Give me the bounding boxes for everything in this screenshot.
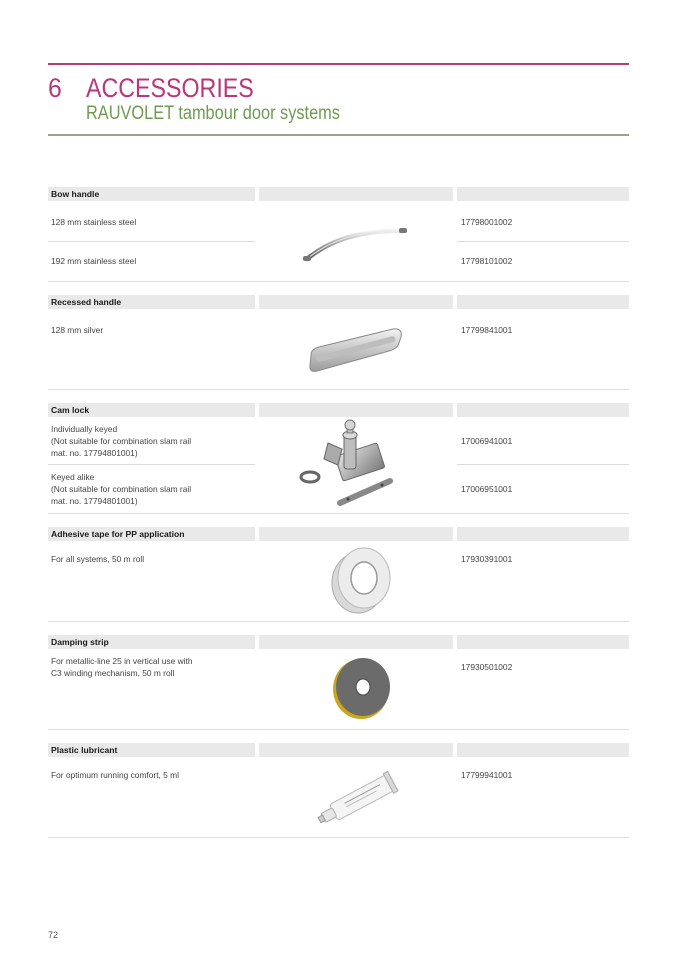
cam-lock-image xyxy=(298,419,398,509)
section-cam-lock xyxy=(48,403,629,515)
top-rule xyxy=(48,63,629,65)
damping-strip-image xyxy=(328,653,394,721)
section-recessed-handle xyxy=(48,295,629,391)
article-number: 17798001002 xyxy=(461,217,513,227)
row-description: mat. no. 17794801001) xyxy=(51,496,138,506)
article-number: 17006951001 xyxy=(461,484,513,494)
section-title: Cam lock xyxy=(51,405,90,415)
section-title: Bow handle xyxy=(51,189,100,199)
row-description: For all systems, 50 m roll xyxy=(51,554,145,564)
page-number: 72 xyxy=(48,930,59,940)
article-number: 17930501002 xyxy=(461,662,513,672)
row-description: For metallic-line 25 in vertical use with xyxy=(51,656,193,666)
section-adhesive-tape xyxy=(48,527,629,623)
row-description: Keyed alike xyxy=(51,472,95,482)
row-description: 128 mm stainless steel xyxy=(51,217,137,227)
section-title: Plastic lubricant xyxy=(51,745,118,755)
row-description: (Not suitable for combination slam rail xyxy=(51,436,192,446)
chapter-title: ACCESSORIES xyxy=(86,73,254,103)
subtitle-rule xyxy=(48,134,629,136)
adhesive-tape-image xyxy=(328,545,394,615)
bow-handle-image xyxy=(303,221,408,263)
section-title: Adhesive tape for PP application xyxy=(51,529,185,539)
row-description: (Not suitable for combination slam rail xyxy=(51,484,192,494)
row-description: Individually keyed xyxy=(51,424,118,434)
article-number: 17006941001 xyxy=(461,436,513,446)
article-number: 17799941001 xyxy=(461,770,513,780)
row-description: C3 winding mechanism, 50 m roll xyxy=(51,668,175,678)
chapter-subtitle: RAUVOLET tambour door systems xyxy=(86,103,340,124)
chapter-number: 6 xyxy=(48,73,62,103)
article-number: 17930391001 xyxy=(461,554,513,564)
section-damping-strip xyxy=(48,635,629,731)
row-description: 128 mm silver xyxy=(51,325,104,335)
article-number: 17798101002 xyxy=(461,256,513,266)
recessed-handle-image xyxy=(305,325,405,377)
section-bow-handle xyxy=(48,187,629,283)
section-title: Recessed handle xyxy=(51,297,122,307)
row-description: mat. no. 17794801001) xyxy=(51,448,138,458)
row-description: 192 mm stainless steel xyxy=(51,256,137,266)
lubricant-tube-image xyxy=(314,767,409,829)
section-plastic-lubricant xyxy=(48,743,629,839)
section-title: Damping strip xyxy=(51,637,109,647)
row-description: For optimum running comfort, 5 ml xyxy=(51,770,179,780)
article-number: 17799841001 xyxy=(461,325,513,335)
